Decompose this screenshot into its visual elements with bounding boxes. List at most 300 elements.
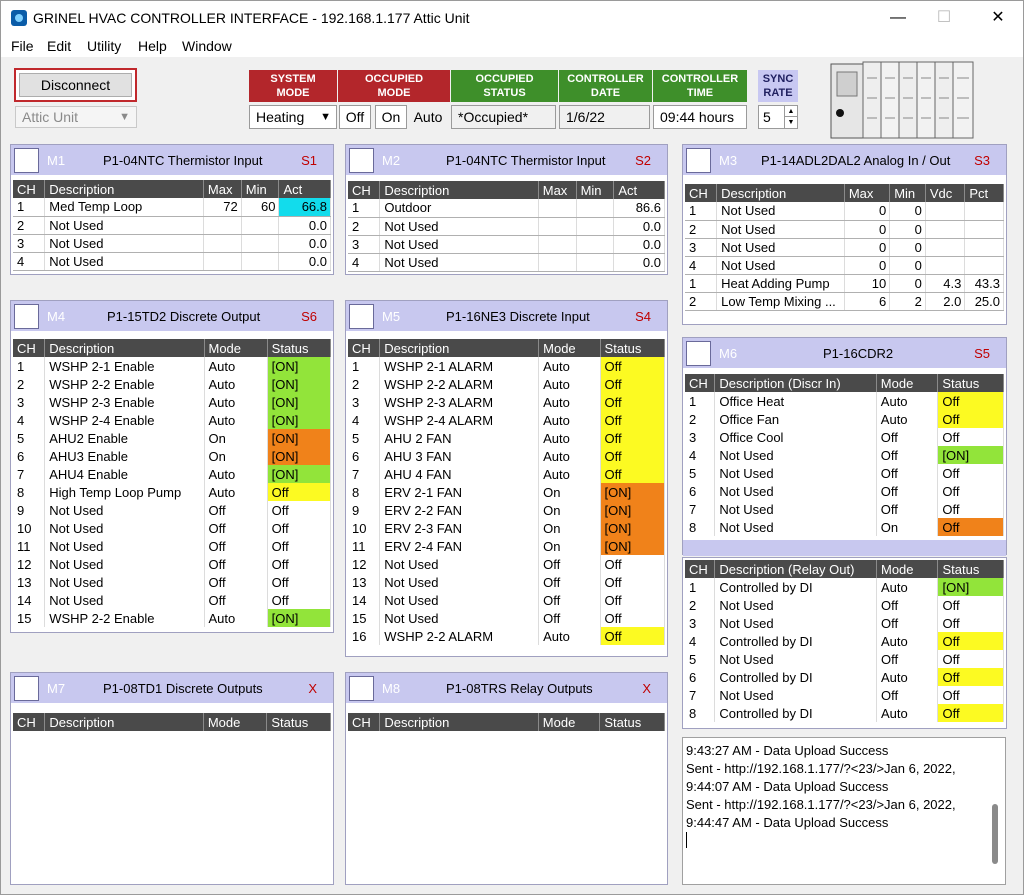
table-cell[interactable]: Off (876, 500, 938, 518)
table-cell: Not Used (45, 591, 204, 609)
table-cell[interactable]: Off (938, 650, 1004, 668)
column-header: Mode (204, 339, 267, 357)
controller-date-field: 1/6/22 (559, 105, 650, 129)
table-cell: 0 (890, 238, 926, 256)
table-cell: 12 (348, 555, 380, 573)
table-row[interactable] (348, 199, 665, 217)
table-cell[interactable]: Off (600, 393, 664, 411)
column-header: Description (45, 713, 203, 731)
table-cell[interactable]: Off (938, 614, 1004, 632)
table-cell[interactable]: Auto (539, 357, 600, 375)
module-table-discrete-in (685, 374, 1004, 536)
table-cell[interactable]: On (204, 429, 267, 447)
table-cell[interactable]: Off (938, 518, 1004, 536)
column-header: Description (380, 713, 538, 731)
table-cell[interactable]: Off (938, 392, 1004, 410)
menu-help[interactable]: Help (138, 38, 167, 54)
table-row[interactable] (685, 220, 1004, 238)
table-cell (925, 256, 965, 274)
table-row[interactable] (13, 591, 331, 609)
table-cell[interactable]: Auto (877, 668, 938, 686)
column-header: Description (45, 180, 204, 198)
module-edit-icon[interactable] (14, 676, 39, 701)
table-row[interactable] (13, 501, 331, 519)
minimize-button[interactable]: — (890, 9, 906, 26)
table-row[interactable] (348, 501, 665, 519)
table-cell: WSHP 2-3 ALARM (380, 393, 539, 411)
table-cell: WSHP 2-2 Enable (45, 609, 204, 627)
table-cell[interactable]: Auto (204, 357, 267, 375)
table-row[interactable] (685, 292, 1004, 310)
column-header: Max (203, 180, 241, 198)
module-table (348, 181, 665, 272)
table-cell: 0 (890, 202, 926, 220)
table-row[interactable] (348, 357, 665, 375)
table-cell[interactable]: Off (938, 704, 1004, 722)
table-cell: 0.0 (279, 216, 331, 234)
module-header: M6 P1-16CDR2 S5 (683, 338, 1006, 368)
table-cell: 3 (348, 393, 380, 411)
table-row[interactable] (13, 216, 331, 234)
table-cell: 4 (685, 446, 715, 464)
table-cell[interactable]: On (876, 518, 938, 536)
unit-select[interactable] (15, 106, 137, 128)
menu-file[interactable]: File (11, 38, 34, 54)
table-cell[interactable]: [ON] (600, 519, 664, 537)
table-cell (965, 238, 1004, 256)
table-cell: Not Used (380, 217, 538, 235)
table-cell[interactable]: Off (267, 573, 330, 591)
table-cell[interactable]: Off (600, 429, 664, 447)
table-cell: WSHP 2-2 ALARM (380, 375, 539, 393)
table-cell: 2 (348, 375, 380, 393)
log-caret (686, 832, 687, 848)
module-m3 (682, 144, 1007, 325)
table-cell: 11 (13, 537, 45, 555)
table-cell[interactable]: Off (267, 555, 330, 573)
table-cell[interactable]: Off (600, 627, 664, 645)
table-cell[interactable]: Off (204, 519, 267, 537)
table-cell[interactable]: Auto (204, 609, 267, 627)
table-cell: 43.3 (965, 274, 1004, 292)
module-edit-icon[interactable] (686, 341, 711, 366)
table-cell[interactable]: Off (267, 519, 330, 537)
table-cell[interactable]: Off (938, 686, 1004, 704)
table-cell[interactable]: Off (539, 591, 600, 609)
table-cell[interactable]: Off (267, 537, 330, 555)
table-cell[interactable]: Off (877, 614, 938, 632)
table-cell (576, 253, 614, 271)
column-header: CH (348, 339, 380, 357)
table-cell[interactable]: Off (938, 482, 1004, 500)
controller-time-field: 09:44 hours (653, 105, 747, 129)
table-row[interactable] (348, 235, 665, 253)
table-cell (241, 216, 279, 234)
table-row[interactable] (685, 256, 1004, 274)
table-cell[interactable]: Auto (539, 375, 600, 393)
table-cell[interactable]: [ON] (267, 393, 330, 411)
table-cell[interactable]: [ON] (938, 446, 1004, 464)
table-cell[interactable]: Off (600, 357, 664, 375)
table-cell[interactable]: [ON] (267, 411, 330, 429)
table-cell[interactable]: Auto (539, 393, 600, 411)
table-cell[interactable]: [ON] (600, 501, 664, 519)
table-row[interactable] (685, 650, 1004, 668)
table-row[interactable] (13, 252, 331, 270)
table-cell[interactable]: Auto (539, 411, 600, 429)
table-cell[interactable]: Auto (539, 447, 600, 465)
table-cell[interactable]: Off (204, 573, 267, 591)
table-cell[interactable]: Off (600, 609, 664, 627)
table-cell[interactable]: [ON] (267, 447, 330, 465)
table-cell[interactable]: Off (267, 483, 330, 501)
table-row[interactable] (685, 274, 1004, 292)
column-header: CH (13, 713, 45, 731)
log-scrollbar[interactable] (992, 804, 998, 864)
table-cell[interactable]: [ON] (267, 375, 330, 393)
module-table (13, 339, 331, 627)
table-cell[interactable]: Auto (876, 410, 938, 428)
module-table-relay-out (685, 560, 1004, 722)
table-cell[interactable]: Off (204, 501, 267, 519)
occupied-status-field: *Occupied* (451, 105, 556, 129)
table-row[interactable] (348, 217, 665, 235)
table-cell: Controlled by DI (715, 704, 877, 722)
table-row[interactable] (685, 410, 1004, 428)
table-row[interactable] (13, 555, 331, 573)
table-cell: 14 (348, 591, 380, 609)
module-m2 (345, 144, 668, 275)
table-cell[interactable]: Off (938, 632, 1004, 650)
table-row[interactable] (685, 632, 1004, 650)
table-cell[interactable]: Off (877, 686, 938, 704)
table-cell (925, 238, 965, 256)
window-title: GRINEL HVAC CONTROLLER INTERFACE - 192.168.1.177 Attic Unit (33, 10, 470, 26)
table-cell[interactable]: On (539, 501, 600, 519)
spin-up-icon[interactable]: ▲ (784, 106, 797, 117)
table-cell (538, 253, 576, 271)
column-header: CH (685, 374, 715, 392)
table-cell[interactable]: Off (600, 375, 664, 393)
sync-rate-spinner[interactable]: 5 ▲ ▼ (758, 105, 798, 129)
table-row[interactable] (685, 202, 1004, 220)
table-cell[interactable]: Auto (204, 393, 267, 411)
table-cell[interactable]: Off (938, 668, 1004, 686)
table-cell: 4 (685, 632, 715, 650)
table-row[interactable] (13, 234, 331, 252)
table-cell: WSHP 2-4 ALARM (380, 411, 539, 429)
column-header: Description (717, 184, 845, 202)
table-cell: 2 (685, 596, 715, 614)
table-row[interactable] (348, 375, 665, 393)
table-row[interactable] (13, 573, 331, 591)
table-cell[interactable]: Auto (877, 578, 938, 596)
table-cell: Not Used (45, 555, 204, 573)
table-cell (925, 202, 965, 220)
table-cell[interactable]: Off (600, 465, 664, 483)
table-cell: 9 (348, 501, 380, 519)
table-cell (576, 217, 614, 235)
table-cell: 2 (685, 220, 717, 238)
table-row[interactable] (13, 198, 331, 216)
module-m1 (10, 144, 334, 275)
table-cell: 3 (13, 393, 45, 411)
table-cell[interactable]: Off (938, 428, 1004, 446)
table-row[interactable] (13, 357, 331, 375)
table-cell: Not Used (717, 238, 845, 256)
table-cell: 1 (685, 392, 715, 410)
table-row[interactable] (348, 573, 665, 591)
column-header: Min (241, 180, 279, 198)
table-cell[interactable]: On (539, 537, 600, 555)
table-cell[interactable]: Off (204, 591, 267, 609)
table-row[interactable] (13, 429, 331, 447)
table-cell: Not Used (715, 446, 876, 464)
table-cell: 9 (13, 501, 45, 519)
menu-window[interactable]: Window (182, 38, 232, 54)
column-header: CH (13, 339, 45, 357)
table-row[interactable] (685, 578, 1004, 596)
table-row[interactable] (348, 537, 665, 555)
table-cell: 4 (348, 411, 380, 429)
table-row[interactable] (685, 482, 1004, 500)
chevron-down-icon: ▼ (320, 111, 331, 123)
module-header: M4 P1-15TD2 Discrete Output S6 (11, 301, 333, 331)
table-cell[interactable]: [ON] (600, 537, 664, 555)
table-cell[interactable]: Auto (877, 632, 938, 650)
column-header: Min (576, 181, 614, 199)
table-cell[interactable]: Auto (539, 429, 600, 447)
table-cell[interactable]: Off (938, 410, 1004, 428)
table-row[interactable] (348, 627, 665, 645)
table-cell (241, 252, 279, 270)
table-cell[interactable]: Off (876, 464, 938, 482)
module-edit-icon[interactable] (14, 148, 39, 173)
chevron-down-icon: ▼ (119, 111, 130, 123)
column-header: Description (380, 339, 539, 357)
table-row[interactable] (348, 429, 665, 447)
module-edit-icon[interactable] (349, 304, 374, 329)
table-cell[interactable]: Off (600, 447, 664, 465)
table-cell[interactable]: Auto (204, 375, 267, 393)
table-cell (925, 220, 965, 238)
table-cell[interactable]: Auto (204, 411, 267, 429)
table-cell[interactable]: Auto (204, 465, 267, 483)
table-row[interactable] (685, 686, 1004, 704)
table-cell: 4 (348, 253, 380, 271)
table-row[interactable] (13, 411, 331, 429)
table-cell[interactable]: Off (876, 428, 938, 446)
table-cell[interactable]: Off (600, 591, 664, 609)
table-cell[interactable]: Off (600, 555, 664, 573)
table-row[interactable] (348, 393, 665, 411)
table-cell: Not Used (45, 501, 204, 519)
column-header: Description (45, 339, 204, 357)
table-cell[interactable]: Off (267, 501, 330, 519)
table-cell[interactable]: Auto (204, 483, 267, 501)
menu-utility[interactable]: Utility (87, 38, 122, 54)
table-cell[interactable]: Off (938, 500, 1004, 518)
table-row[interactable] (685, 392, 1004, 410)
table-cell: AHU3 Enable (45, 447, 204, 465)
table-row[interactable] (13, 393, 331, 411)
table-cell: Office Cool (715, 428, 876, 446)
table-cell[interactable]: Off (204, 537, 267, 555)
table-row[interactable] (348, 411, 665, 429)
occupied-on-button[interactable]: On (375, 105, 407, 129)
column-header: CH (348, 181, 380, 199)
table-cell: 5 (685, 650, 715, 668)
occupied-mode-header: OCCUPIED MODE (338, 70, 450, 102)
table-cell: WSHP 2-1 Enable (45, 357, 204, 375)
upload-log[interactable] (682, 737, 1006, 885)
table-row[interactable] (685, 518, 1004, 536)
table-cell[interactable]: [ON] (267, 609, 330, 627)
table-cell: 1 (685, 202, 717, 220)
menu-bar (1, 35, 1023, 57)
table-row[interactable] (13, 537, 331, 555)
table-cell: 3 (685, 428, 715, 446)
table-cell[interactable]: Off (600, 573, 664, 591)
module-m5 (345, 300, 668, 657)
table-cell[interactable]: Auto (876, 392, 938, 410)
table-row[interactable] (685, 596, 1004, 614)
table-cell (965, 220, 1004, 238)
menu-edit[interactable]: Edit (47, 38, 72, 54)
table-cell[interactable]: Off (539, 555, 600, 573)
table-cell: Not Used (715, 500, 876, 518)
occupied-off-button[interactable]: Off (339, 105, 371, 129)
table-cell: Controlled by DI (715, 668, 877, 686)
table-cell[interactable]: Off (539, 573, 600, 591)
module-edit-icon[interactable] (14, 304, 39, 329)
table-cell: 7 (348, 465, 380, 483)
app-icon (11, 10, 27, 26)
table-cell: 4 (13, 411, 45, 429)
table-cell: 0.0 (614, 217, 665, 235)
table-cell[interactable]: Off (938, 596, 1004, 614)
log-lines (686, 742, 982, 848)
table-cell: 1 (13, 198, 45, 216)
table-row[interactable] (685, 614, 1004, 632)
module-edit-icon[interactable] (349, 148, 374, 173)
table-cell: 2.0 (925, 292, 965, 310)
table-cell: Not Used (715, 614, 877, 632)
column-header: Status (600, 713, 665, 731)
module-edit-icon[interactable] (349, 676, 374, 701)
table-cell: 13 (13, 573, 45, 591)
column-header: Vdc (925, 184, 965, 202)
table-row[interactable] (348, 447, 665, 465)
table-cell[interactable]: Off (876, 482, 938, 500)
table-row[interactable] (13, 519, 331, 537)
table-cell: 6 (844, 292, 889, 310)
table-cell: Not Used (715, 464, 876, 482)
table-cell[interactable]: Off (600, 411, 664, 429)
table-cell: Low Temp Mixing ... (717, 292, 845, 310)
table-cell[interactable]: Off (877, 596, 938, 614)
module-m6-relay-out (682, 557, 1007, 729)
table-cell (576, 235, 614, 253)
table-cell: 2 (13, 216, 45, 234)
disconnect-button[interactable]: Disconnect (19, 73, 132, 97)
table-row[interactable] (348, 555, 665, 573)
table-cell: ERV 2-4 FAN (380, 537, 539, 555)
table-cell: 0 (890, 220, 926, 238)
column-header: Status (938, 374, 1004, 392)
table-row[interactable] (348, 591, 665, 609)
table-row[interactable] (685, 464, 1004, 482)
table-row[interactable] (13, 483, 331, 501)
table-cell: 8 (685, 704, 715, 722)
table-cell[interactable]: [ON] (600, 483, 664, 501)
table-cell: ERV 2-3 FAN (380, 519, 539, 537)
table-cell[interactable]: [ON] (938, 578, 1004, 596)
table-cell: 1 (348, 199, 380, 217)
table-cell[interactable]: [ON] (267, 429, 330, 447)
close-button[interactable]: ✕ (991, 9, 1005, 26)
table-cell[interactable]: Off (539, 609, 600, 627)
table-cell[interactable]: [ON] (267, 465, 330, 483)
table-cell[interactable]: Off (204, 555, 267, 573)
table-row[interactable] (685, 238, 1004, 256)
table-cell[interactable]: Off (267, 591, 330, 609)
table-cell[interactable]: Auto (539, 627, 600, 645)
table-row[interactable] (348, 253, 665, 271)
table-row[interactable] (685, 428, 1004, 446)
table-cell: 5 (348, 429, 380, 447)
table-row[interactable] (348, 465, 665, 483)
table-cell[interactable]: On (204, 447, 267, 465)
table-cell: Not Used (45, 519, 204, 537)
table-cell: Not Used (380, 609, 539, 627)
table-row[interactable] (348, 519, 665, 537)
table-row[interactable] (348, 609, 665, 627)
occupied-auto-button[interactable]: Auto (409, 105, 447, 129)
table-cell[interactable]: On (539, 483, 600, 501)
table-cell[interactable]: [ON] (267, 357, 330, 375)
system-mode-header: SYSTEM MODE (249, 70, 337, 102)
spin-down-icon[interactable]: ▼ (784, 117, 797, 128)
table-row[interactable] (685, 668, 1004, 686)
table-row[interactable] (13, 447, 331, 465)
table-cell: Controlled by DI (715, 578, 877, 596)
maximize-button[interactable]: ☐ (936, 9, 952, 26)
table-row[interactable] (13, 375, 331, 393)
table-cell: 14 (13, 591, 45, 609)
module-edit-icon[interactable] (686, 148, 711, 173)
table-cell[interactable]: Off (938, 464, 1004, 482)
system-mode-select[interactable]: Heating ▼ (249, 105, 337, 129)
table-cell: Not Used (715, 518, 876, 536)
column-header: CH (685, 560, 715, 578)
column-header: Min (890, 184, 926, 202)
table-cell[interactable]: Auto (877, 704, 938, 722)
table-row[interactable] (13, 609, 331, 627)
table-row[interactable] (685, 704, 1004, 722)
table-cell: Not Used (717, 256, 845, 274)
table-cell[interactable]: Auto (539, 465, 600, 483)
table-row[interactable] (685, 446, 1004, 464)
table-row[interactable] (348, 483, 665, 501)
table-cell[interactable]: Off (877, 650, 938, 668)
table-cell[interactable]: On (539, 519, 600, 537)
table-row[interactable] (685, 500, 1004, 518)
table-row[interactable] (13, 465, 331, 483)
module-header: M7 P1-08TD1 Discrete Outputs X (11, 673, 333, 703)
table-cell[interactable]: Off (876, 446, 938, 464)
table-cell: WSHP 2-4 Enable (45, 411, 204, 429)
